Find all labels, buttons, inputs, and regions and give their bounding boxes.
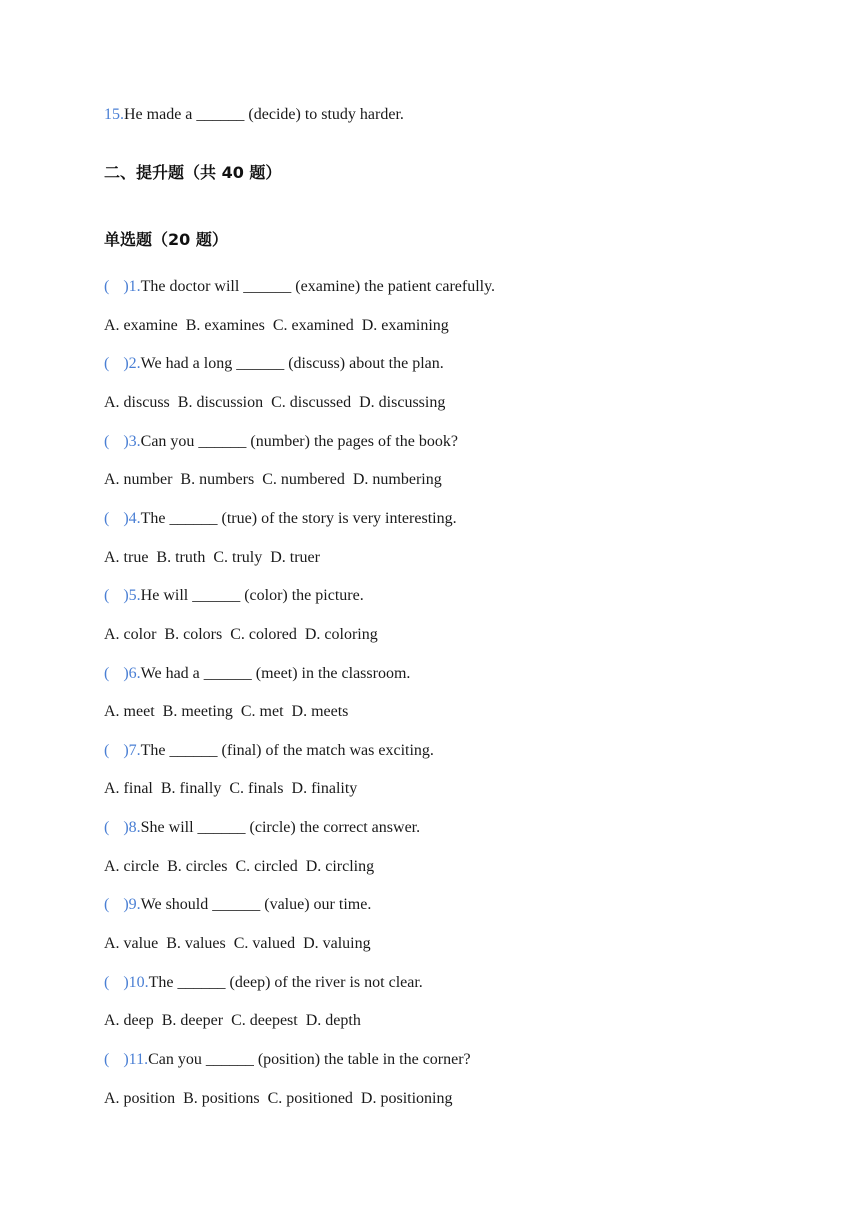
question-text: The ______ (deep) of the river is not clear. xyxy=(148,973,423,991)
question-number: 5. xyxy=(128,587,141,605)
answer-paren-open: ( xyxy=(104,509,110,527)
answer-paren-open: ( xyxy=(104,278,110,295)
answer-paren-close: ) xyxy=(123,973,129,991)
answer-paren-close: ) xyxy=(123,819,129,837)
question-text: She will ______ (circle) the correct answer. xyxy=(140,819,421,837)
answer-paren-open: ( xyxy=(104,896,110,914)
question-item xyxy=(104,664,410,684)
question-options: A. circle B. circles C. circled D. circling xyxy=(104,857,375,875)
question-text: He will ______ (color) the picture. xyxy=(140,587,364,605)
answer-paren-close: ) xyxy=(123,278,129,295)
answer-paren-open: ( xyxy=(104,587,110,605)
question-text: Can you ______ (position) the table in the corner? xyxy=(148,1051,471,1068)
answer-paren-close: ) xyxy=(123,1051,129,1068)
question-text: He made a ______ (decide) to study harder. xyxy=(124,106,404,123)
question-item xyxy=(104,432,458,452)
question-item xyxy=(104,741,434,761)
question-text: We had a long ______ (discuss) about the plan. xyxy=(140,355,444,373)
question-number: 15. xyxy=(104,106,124,123)
question-item xyxy=(104,586,364,606)
answer-paren-open: ( xyxy=(104,1051,110,1068)
question-number: 4. xyxy=(128,509,141,527)
answer-paren-open: ( xyxy=(104,973,110,991)
answer-paren-open: ( xyxy=(104,355,110,373)
question-options: A. color B. colors C. colored D. coloring xyxy=(104,625,378,643)
question-item xyxy=(104,895,371,915)
answer-paren-close: ) xyxy=(123,587,129,605)
question-options: A. number B. numbers C. numbered D. numbering xyxy=(104,471,442,489)
question-item xyxy=(104,354,444,374)
question-item xyxy=(104,1050,471,1070)
question-number: 3. xyxy=(128,432,141,450)
answer-paren-close: ) xyxy=(123,355,129,373)
question-options: A. examine B. examines C. examined D. examining xyxy=(104,316,449,334)
question-text: We had a ______ (meet) in the classroom. xyxy=(140,664,411,682)
question-number: 11. xyxy=(128,1051,149,1068)
question-number: 7. xyxy=(128,741,141,759)
question-options: A. meet B. meeting C. met D. meets xyxy=(104,703,349,721)
question-item xyxy=(104,277,495,297)
question-item xyxy=(104,973,423,993)
answer-paren-open: ( xyxy=(104,819,110,837)
question-item xyxy=(104,818,420,838)
question-item xyxy=(104,509,457,529)
answer-paren-open: ( xyxy=(104,432,110,450)
question-text: Can you ______ (number) the pages of the book? xyxy=(140,432,458,450)
question-options: A. discuss B. discussion C. discussed D. discussing xyxy=(104,393,446,411)
question-number: 2. xyxy=(128,355,141,373)
question-text: The ______ (true) of the story is very interesting. xyxy=(140,509,457,527)
question-options: A. final B. finally C. finals D. finality xyxy=(104,780,358,798)
answer-paren-close: ) xyxy=(123,896,129,914)
question-15 xyxy=(104,105,404,125)
question-options: A. position B. positions C. positioned D. positioning xyxy=(104,1089,453,1107)
answer-paren-close: ) xyxy=(123,664,129,682)
question-options: A. value B. values C. valued D. valuing xyxy=(104,935,371,952)
question-options: A. true B. truth C. truly D. truer xyxy=(104,548,320,566)
answer-paren-close: ) xyxy=(123,509,129,527)
section-heading: 二、提升题（共 40 题） xyxy=(104,163,282,182)
question-text: We should ______ (value) our time. xyxy=(140,896,372,914)
question-options: A. deep B. deeper C. deepest D. depth xyxy=(104,1012,361,1030)
question-number: 10. xyxy=(128,973,149,991)
answer-paren-close: ) xyxy=(123,432,129,450)
question-number: 6. xyxy=(128,664,141,682)
question-text: The ______ (final) of the match was exciting. xyxy=(140,741,434,759)
answer-paren-open: ( xyxy=(104,664,110,682)
answer-paren-close: ) xyxy=(123,741,129,759)
question-number: 9. xyxy=(128,896,141,914)
answer-paren-open: ( xyxy=(104,741,110,759)
question-number: 8. xyxy=(128,819,141,837)
sub-heading: 单选题（20 题） xyxy=(104,230,228,249)
question-text: The doctor will ______ (examine) the patient carefully. xyxy=(140,278,496,295)
question-number: 1. xyxy=(128,278,141,295)
